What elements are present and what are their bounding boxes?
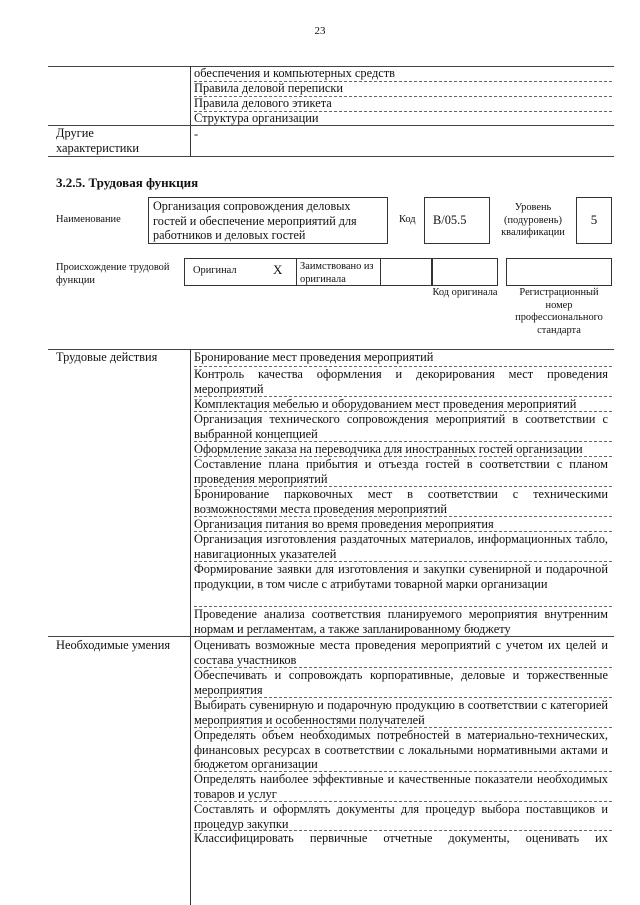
- original-label: Оригинал: [193, 265, 237, 276]
- knowledge-item: Правила деловой переписки: [194, 81, 344, 95]
- knowledge-item: Правила делового этикета: [194, 96, 332, 110]
- labor-action-item: Комплектация мебелью и оборудованием мест проведения мероприятий: [194, 397, 577, 411]
- skill-item: Оценивать возможные места проведения мероприятий с учетом их целей и состава участников: [194, 638, 608, 667]
- original-mark: X: [273, 262, 283, 277]
- labor-action-item: Бронирование парковочных мест в соответствии с техническими возможностями места проведения мероприятий: [194, 487, 608, 516]
- labor-action-item: Бронирование мест проведения мероприятий: [194, 350, 434, 364]
- labor-action-item: Составление плана прибытия и отъезда гостей в соответствии с планом проведения мероприятий: [194, 457, 608, 486]
- code-label: Код: [399, 214, 416, 225]
- skill-item: Определять наиболее эффективные и качественные показатели необходимых товаров и услуг: [194, 772, 608, 801]
- skill-item: Выбирать сувенирную и подарочную продукцию в соответствии с категорией мероприятия и особенностями получателей: [194, 698, 608, 727]
- code-value: B/05.5: [433, 213, 467, 227]
- other-characteristics-label: Другие характеристики: [56, 126, 140, 155]
- labor-action-item: Оформление заказа на переводчика для иностранных гостей организации: [194, 442, 583, 456]
- labor-action-item: Организация технического сопровождения мероприятий в соответствии с выбранной концепцией: [194, 412, 608, 441]
- skill-item: Обеспечивать и сопровождать корпоративные, деловые и торжественные мероприятия: [194, 668, 608, 697]
- knowledge-item: Структура организации: [194, 111, 319, 125]
- code-original-label: Код оригинала: [432, 287, 498, 298]
- labor-action-item: Организация питания во время проведения мероприятия: [194, 517, 494, 531]
- reg-number-label: Регистрационный номер профессионального стандарта: [515, 287, 603, 336]
- skill-item: Составлять и оформлять документы для процедур выбора поставщиков и процедур закупки: [194, 802, 608, 831]
- name-value: Организация сопровождения деловых гостей и обеспечение мероприятий для работников и деловых гостей: [153, 199, 357, 242]
- labor-action-item: Формирование заявки для изготовления и закупки сувенирной и подарочной продукции, в том числе с атрибутами товарной марки организации: [194, 562, 608, 591]
- level-box: [576, 197, 612, 244]
- level-label: Уровень (подуровень) квалификации: [501, 202, 565, 238]
- name-label: Наименование: [56, 214, 121, 225]
- required-skills-label: Необходимые умения: [56, 638, 171, 652]
- other-characteristics-value: -: [194, 127, 199, 141]
- knowledge-item: обеспечения и компьютерных средств: [194, 66, 396, 80]
- section-title: 3.2.5. Трудовая функция: [56, 175, 199, 190]
- labor-action-item: Проведение анализа соответствия планируемого мероприятия внутренним нормам и регламентам, а также запланированному бюджету: [194, 607, 608, 636]
- level-value: 5: [590, 212, 598, 227]
- code-box: [424, 197, 490, 244]
- skill-item: Классифицировать первичные отчетные документы, оценивать их: [194, 831, 608, 845]
- page-number: 23: [314, 25, 326, 37]
- original-code-box: [432, 258, 498, 286]
- reg-number-box: [506, 258, 612, 286]
- labor-actions-label: Трудовые действия: [56, 350, 158, 364]
- origin-label: Происхождение трудовой функции: [56, 262, 170, 286]
- skill-item: Определять объем необходимых потребностей в материально-технических, финансовых ресурсах в соответствии с локальными нормативными актами и бюджетом организации: [194, 728, 608, 771]
- borrowed-label: Заимствовано из оригинала: [300, 261, 374, 285]
- labor-action-item: Организация изготовления раздаточных материалов, информационных табло, навигационных указателей: [194, 532, 608, 561]
- labor-action-item: Контроль качества оформления и декорирования мест проведения мероприятий: [194, 367, 608, 396]
- name-box: [148, 197, 388, 244]
